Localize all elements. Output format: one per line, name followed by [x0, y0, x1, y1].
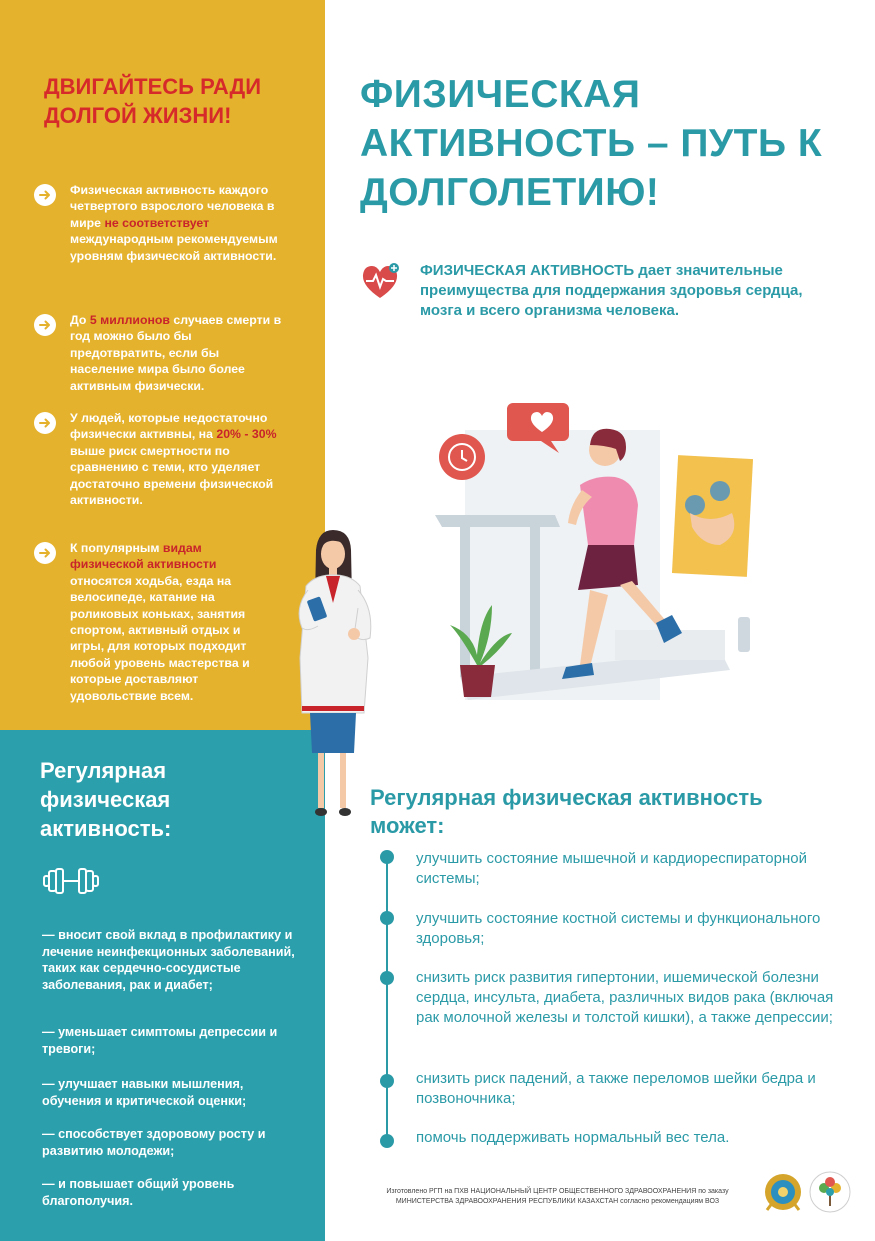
- fact-text: До 5 миллионов случаев смерти в год можно было бы предотвратить, если бы население мира было более активным физически.: [70, 313, 282, 393]
- teal-section-title: Регулярная физическая активность:: [40, 758, 172, 841]
- timeline-line: [386, 856, 388, 1142]
- fact-text: У людей, которые недостаточно физически активны, на 20% - 30% выше риск смертности по сравнению с теми, кто уделяет достаточно времени физической активности.: [70, 411, 277, 508]
- arrow-right-icon: [34, 412, 56, 434]
- timeline-dot: [380, 1134, 394, 1148]
- teal-list-item: — способствует здоровому росту и развитию молодежи;: [42, 1127, 266, 1158]
- fact-item: [34, 182, 284, 264]
- timeline-dot: [380, 850, 394, 864]
- benefit-item: улучшить состояние мышечной и кардиореспираторной системы;: [416, 850, 807, 887]
- teal-list-item: — улучшает навыки мышления, обучения и критической оценки;: [42, 1077, 247, 1108]
- dumbbell-icon: [42, 866, 100, 901]
- fact-text: Физическая активность каждого четвертого взрослого человека в мире не соответствует международным рекомендуемым уровням физической активности.: [70, 183, 278, 263]
- timeline-dot: [380, 971, 394, 985]
- teal-list-item: — и повышает общий уровень благополучия.: [42, 1177, 235, 1208]
- footer-credits: Изготовлено РГП на ПХВ НАЦИОНАЛЬНЫЙ ЦЕНТР ОБЩЕСТВЕННОГО ЗДРАВООХРАНЕНИЯ по заказу МИНИСТЕРСТВА ЗДРАВООХРАНЕНИЯ РЕСПУБЛИКИ КАЗАХСТАН согласно рекомендациям ВОЗ: [386, 1188, 729, 1205]
- fact-item: [34, 312, 284, 394]
- page-title: ФИЗИЧЕСКАЯ АКТИВНОСТЬ – ПУТЬ К ДОЛГОЛЕТИЮ!: [360, 73, 823, 214]
- teal-list-item: — уменьшает симптомы депрессии и тревоги;: [42, 1025, 278, 1056]
- fact-item: [34, 540, 274, 704]
- health-center-logo-icon: [808, 1170, 852, 1219]
- fact-item: [34, 410, 284, 508]
- benefit-item: снизить риск развития гипертонии, ишемической болезни сердца, инсульта, диабета, различных видов рака (включая рак молочной железы и толстой кишки), а также депрессии;: [416, 969, 834, 1026]
- benefit-item: снизить риск падений, а также переломов шейки бедра и позвоночника;: [416, 1070, 816, 1107]
- benefit-item: помочь поддерживать нормальный вес тела.: [416, 1129, 730, 1146]
- arrow-right-icon: [34, 314, 56, 336]
- intro-text: ФИЗИЧЕСКАЯ АКТИВНОСТЬ дает значительные преимущества для поддержания здоровья сердца, мозга и всего организма человека.: [420, 262, 803, 319]
- teal-list-item: — вносит свой вклад в профилактику и лечение неинфекционных заболеваний, таких как сердечно-сосудистые заболевания, рак и диабет;: [42, 928, 295, 992]
- arrow-right-icon: [34, 542, 56, 564]
- timeline-dot: [380, 911, 394, 925]
- left-title: ДВИГАЙТЕСЬ РАДИ ДОЛГОЙ ЖИЗНИ!: [44, 74, 262, 128]
- heart-pulse-icon: [360, 262, 402, 307]
- arrow-right-icon: [34, 184, 56, 206]
- benefit-item: улучшить состояние костной системы и функционального здоровья;: [416, 910, 821, 947]
- benefits-title: Регулярная физическая активность может:: [370, 785, 763, 838]
- doctor-illustration: [288, 528, 398, 828]
- timeline-dot: [380, 1074, 394, 1088]
- treadmill-illustration: [420, 395, 780, 710]
- fact-text: К популярным видам физической активности относятся ходьба, езда на велосипеде, катание на роликовых коньках, занятия спортом, активный отдых и игры, для которых подходит любой уровень мастерства и которые доставляют удовольствие всем.: [70, 541, 250, 703]
- emblem-kazakhstan-icon: [763, 1170, 803, 1219]
